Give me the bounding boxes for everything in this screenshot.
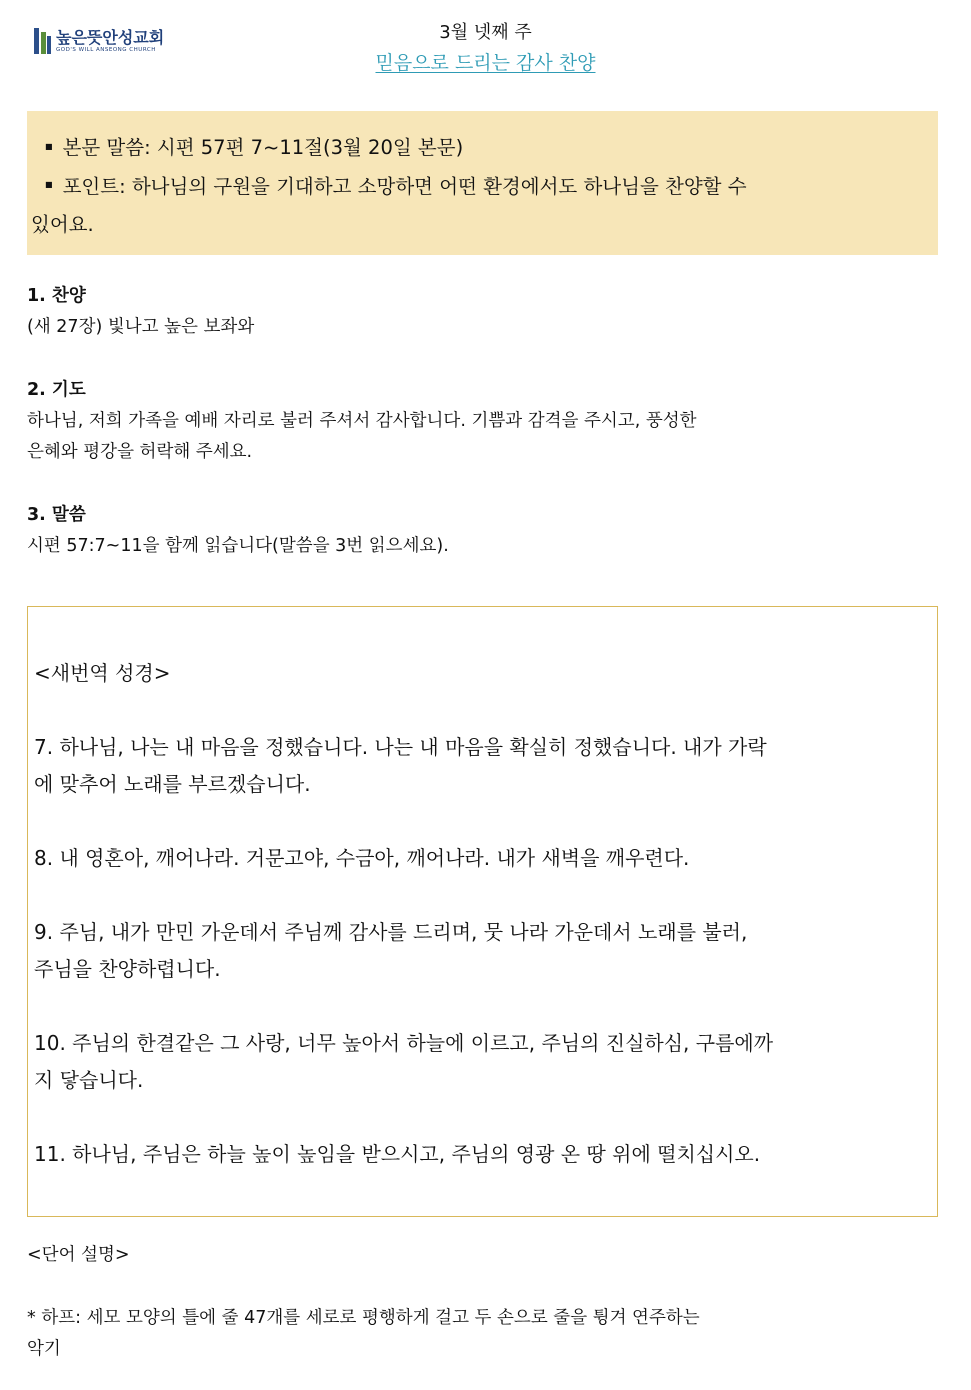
- scripture-verse: 7. 하나님, 나는 내 마음을 정했습니다. 나는 내 마음을 확실히 정했습니다. 내가 가락: [34, 735, 767, 759]
- section-heading: 1. 찬양: [27, 286, 86, 306]
- section-text: 시편 57:7~11을 함께 읽습니다(말씀을 3번 읽으세요).: [27, 536, 449, 556]
- logo-subtitle: GOD'S WILL ANSEONG CHURCH: [56, 46, 156, 53]
- square-bullet-icon: ■: [45, 180, 53, 189]
- glossary-text: 악기: [27, 1339, 61, 1359]
- square-bullet-icon: ■: [45, 141, 53, 151]
- summary-point: ■ 포인트: 하나님의 구원을 기대하고 소망하면 어떤 환경에서도 하나님을 찬양할 수: [45, 174, 747, 198]
- glossary-label: <단어 설명>: [27, 1245, 130, 1265]
- logo-name: 높은뜻안성교회: [56, 27, 165, 47]
- section-praise: [27, 281, 927, 343]
- section-heading: 3. 말씀: [27, 505, 86, 525]
- glossary-text: * 하프: 세모 모양의 틀에 줄 47개를 세로로 평행하게 걸고 두 손으로 줄을 튕겨 연주하는: [27, 1308, 700, 1328]
- summary-point-continued: 있어요.: [31, 213, 94, 236]
- page-title: 믿음으로 드리는 감사 찬양: [375, 52, 596, 74]
- section-prayer: [27, 375, 927, 468]
- summary-passage: ■ 본문 말씀: 시편 57편 7~11절(3월 20일 본문): [45, 136, 464, 159]
- scripture-verse: 에 맞추어 노래를 부르겠습니다.: [34, 772, 311, 796]
- scripture-box: [27, 606, 938, 1217]
- scripture-verse: 11. 하나님, 주님은 하늘 높이 높임을 받으시고, 주님의 영광 온 땅 위에 떨치십시오.: [34, 1142, 761, 1166]
- summary-box: [27, 111, 938, 255]
- scripture-verse: 주님을 찬양하렵니다.: [34, 957, 221, 981]
- scripture-verse: 10. 주님의 한결같은 그 사랑, 너무 높아서 하늘에 이르고, 주님의 진실하심, 구름에까: [34, 1031, 774, 1055]
- section-heading: 2. 기도: [27, 380, 86, 400]
- section-text: 하나님, 저희 가족을 예배 자리로 불러 주셔서 감사합니다. 기쁨과 감격을 주시고, 풍성한: [27, 411, 697, 431]
- section-text: 은혜와 평강을 허락해 주세요.: [27, 442, 253, 462]
- scripture-verse: 9. 주님, 내가 만민 가운데서 주님께 감사를 드리며, 뭇 나라 가운데서 노래를 불러,: [34, 920, 748, 944]
- scripture-verse: 8. 내 영혼아, 깨어나라. 거문고야, 수금아, 깨어나라. 내가 새벽을 깨우련다.: [34, 846, 690, 870]
- scripture-label: <새번역 성경>: [34, 661, 171, 685]
- section-word: [27, 500, 927, 562]
- scripture-verse: 지 닿습니다.: [34, 1068, 144, 1092]
- week-label: 3월 넷째 주: [439, 22, 532, 43]
- section-text: (새 27장) 빛나고 높은 보좌와: [27, 317, 255, 337]
